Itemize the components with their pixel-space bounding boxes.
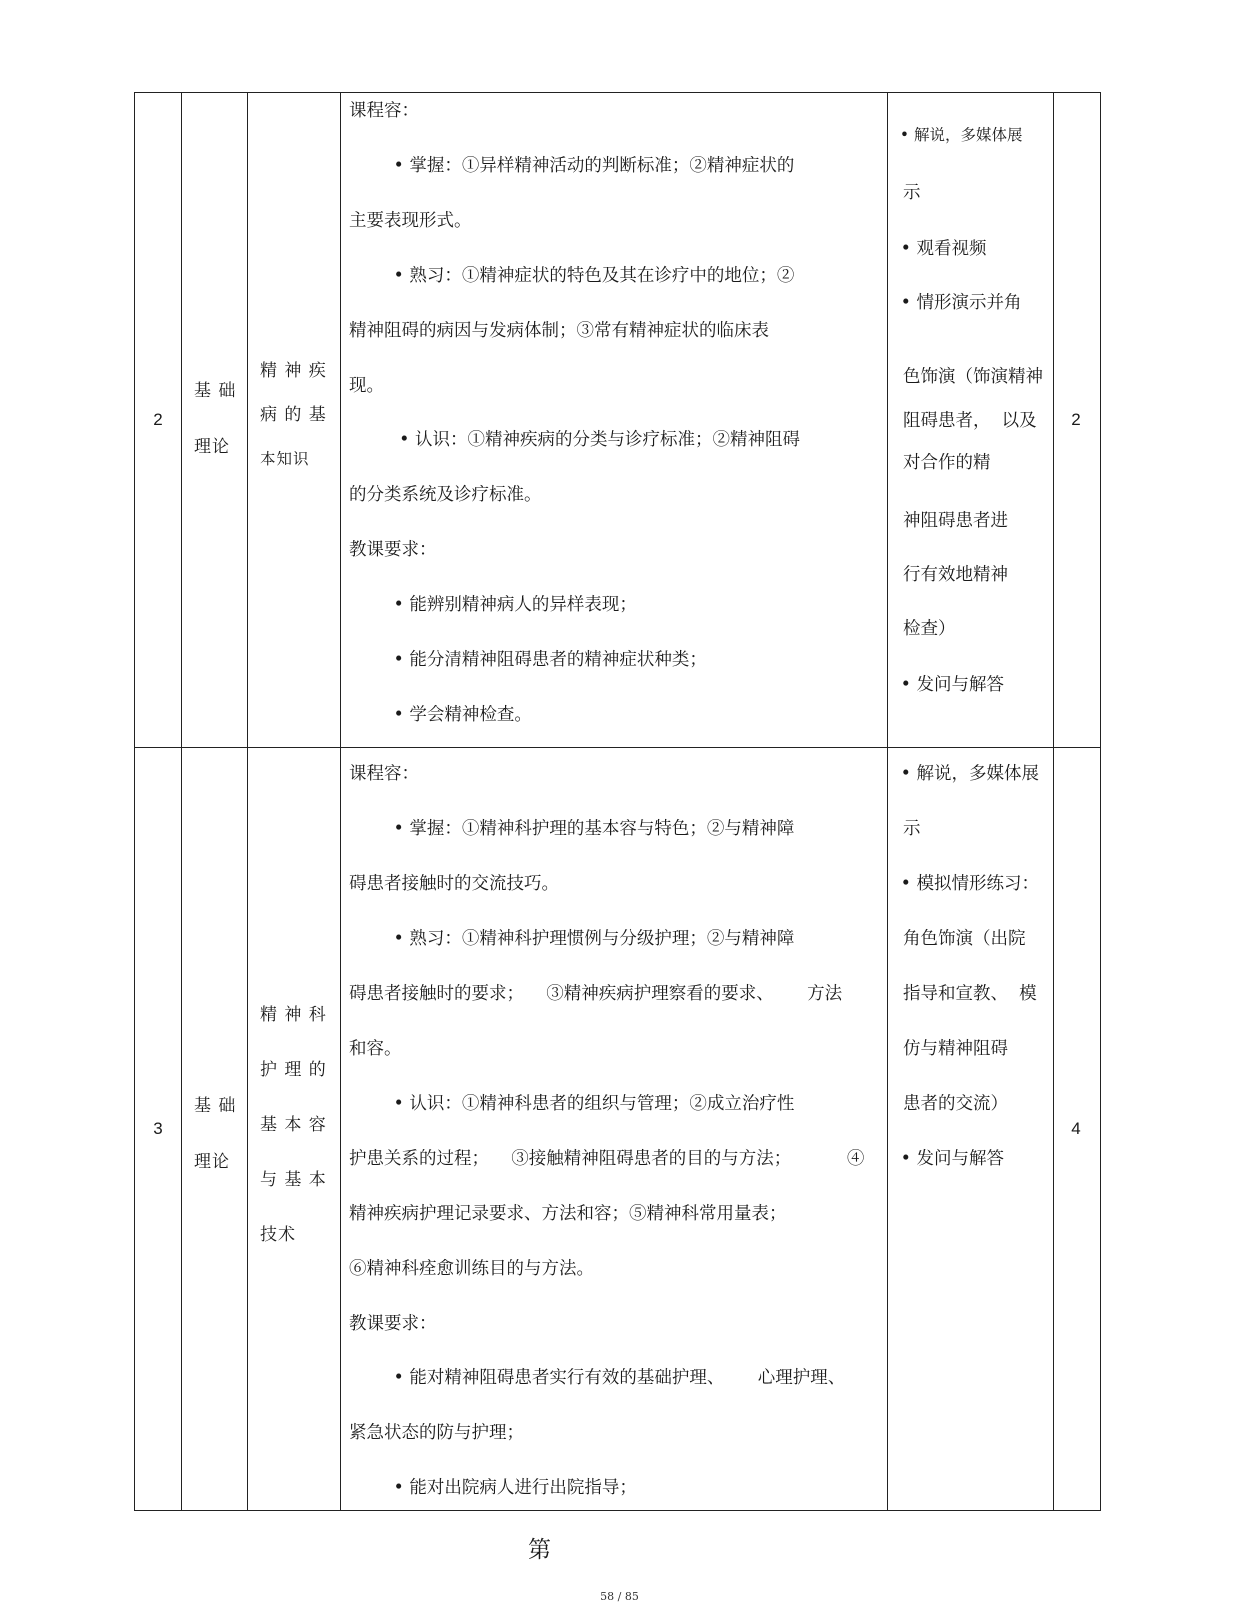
class-hours: 2	[1071, 410, 1081, 429]
class-hours: 4	[1071, 1119, 1081, 1138]
row-number: 3	[153, 1119, 163, 1138]
row-number: 2	[153, 410, 163, 429]
topic-name: 精 神 科 护 理 的 基 本 容 与 基 本 技术	[260, 1005, 327, 1245]
course-type: 基 础 理论	[194, 381, 237, 457]
course-type: 基 础 理论	[194, 1096, 237, 1172]
page-number: 58 / 85	[600, 1590, 639, 1603]
table-row-3: 3 基 础 理论 精 神 科 护 理 的 基 本 容 与 基 本 技术 课程容： • 掌握：①精神科护理的基本容与特色；②与精神障 碍患者接触时的交流技巧。 • 熟习：①精神科护理惯例与分级护理；②与精神障 碍患者接触时的要求； ③精神疾病护理察看的要求、 方法 和容。 • 认识：①精神科患者的组织与管理；②成立治疗性 护患关系的过程； ③接触精神阻碍患者的目的与方法； ④ 精神疾病护理记录要求、方法和容；⑤精神科常用量表； ⑥精神科痊愈训练目的与方法。 教课要求： • 能对精神阻碍患者实行有效的基础护理、 心理护理、 紧急状态的防与护理； • 能对出院病人进行出院指导； • 解说，多媒体展 示 • 模拟情形练习： 角色饰演（出院 指导和宣教、 模 仿与精神阻碍 患者的交流） • 发问与解答 4	[134, 747, 1101, 1511]
table-row-2: 2 基 础 理论 精 神 疾 病 的 基 本知识 课程容： • 掌握：①异样精神活动的判断标准；②精神症状的 主要表现形式。 • 熟习：①精神症状的特色及其在诊疗中的地位；② 精神阻碍的病因与发病体制；③常有精神症状的临床表 现。 • 认识：①精神疾病的分类与诊疗标准；②精神阻碍 的分类系统及诊疗标准。 教课要求： • 能辨别精神病人的异样表现； • 能分清精神阻碍患者的精神症状种类； • 学会精神检查。 • 解说，多媒体展 示 • 观看视频 • 情形演示并角 色饰演（饰演精神 阻碍患者， 以及 对合作的精 神阻碍患者进 行有效地精神 检查） • 发问与解答 2	[134, 92, 1101, 748]
page-suffix-text: 第	[528, 1537, 551, 1563]
topic-name: 精 神 疾 病 的 基 本知识	[260, 361, 327, 468]
